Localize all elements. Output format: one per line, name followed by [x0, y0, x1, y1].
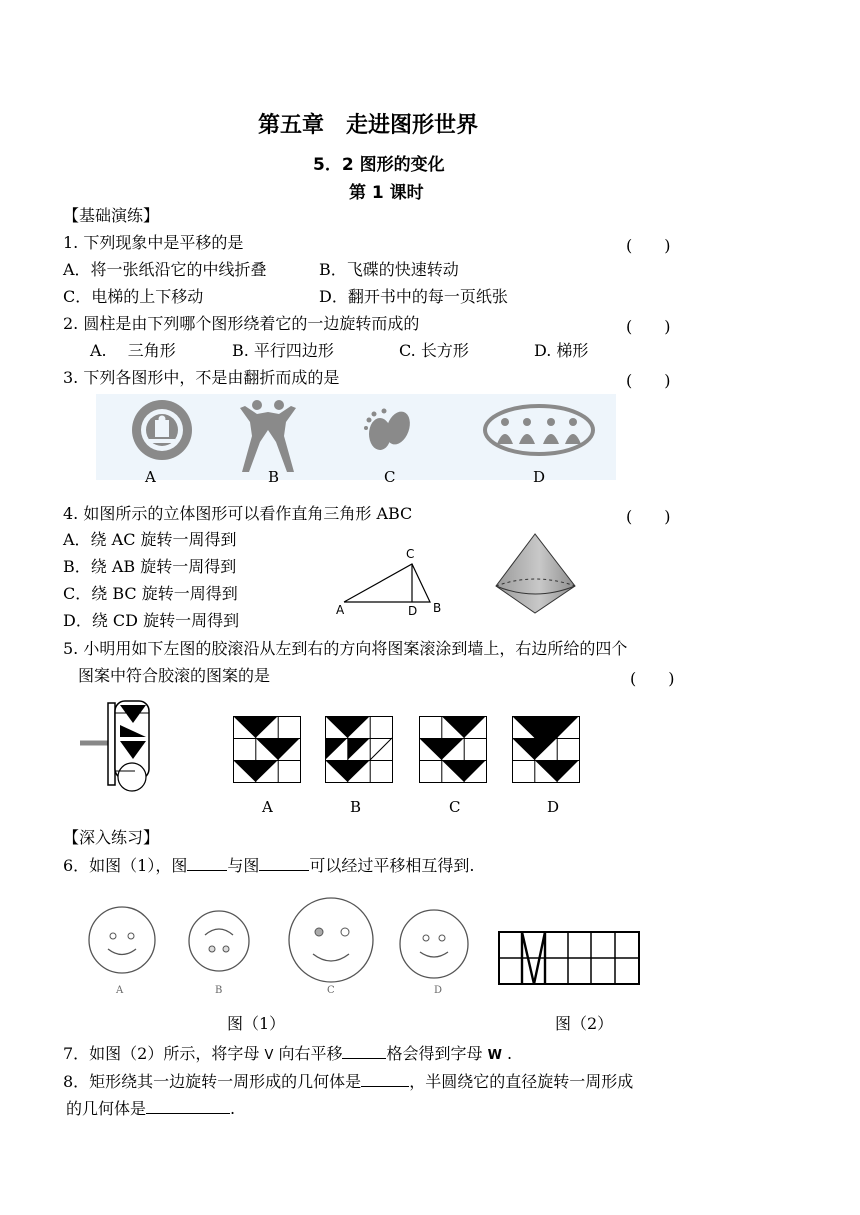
part-basic-heading: 【基础演练】: [63, 206, 160, 225]
q4-answer-paren[interactable]: ( ): [626, 507, 671, 526]
q7-letter-w: W: [487, 1048, 502, 1063]
q4-option-b: B．绕 AB 旋转一周得到: [63, 557, 237, 576]
q7-line: [63, 1044, 512, 1066]
part-advanced-heading: 【深入练习】: [63, 828, 160, 847]
q6-blank-1[interactable]: [187, 856, 227, 871]
q6-figure1-caption: 图（1）: [227, 1014, 286, 1033]
q1-stem: 1. 下列现象中是平移的是: [63, 233, 244, 252]
q8-blank-2[interactable]: [146, 1099, 230, 1114]
q1-option-d: D．翻开书中的每一页纸张: [319, 287, 508, 306]
q6-text-pre: 6．如图（1），图: [63, 856, 188, 875]
q5-label-c: C: [449, 798, 461, 816]
q5-label-d: D: [547, 798, 560, 816]
q2-option-b: B. 平行四边形: [232, 341, 334, 360]
q7-text-pre: 7．如图（2）所示，将字母: [63, 1044, 260, 1063]
q3-label-c: C: [384, 468, 396, 486]
q5-pattern-b: [325, 716, 395, 784]
q3-label-a: A: [145, 468, 156, 486]
q5-pattern-d: [512, 716, 582, 784]
q6-figure2-caption: 图（2）: [555, 1014, 614, 1033]
q4-double-cone: [494, 530, 580, 618]
q4-vertex-b: B: [433, 601, 442, 615]
q6-face-b: [189, 911, 249, 971]
q4-vertex-d: D: [408, 604, 418, 618]
q4-option-d: D．绕 CD 旋转一周得到: [63, 611, 240, 630]
q6-face-label-d: D: [434, 985, 443, 996]
q2-stem: 2. 圆柱是由下列哪个图形绕着它的一边旋转而成的: [63, 314, 420, 333]
q7-text-end: .: [507, 1044, 513, 1063]
q4-stem: 4. 如图所示的立体图形可以看作直角三角形 ABC: [63, 504, 413, 523]
q5-label-a: A: [262, 798, 273, 816]
q6-face-d: [400, 910, 468, 978]
q8-text-mid: ，半圆绕它的直径旋转一周形成: [409, 1072, 634, 1091]
q2-option-a: A. 三角形: [90, 341, 176, 360]
q7-text-post: 格会得到字母: [386, 1044, 483, 1063]
q6-blank-2[interactable]: [259, 856, 309, 871]
q8-line2: [66, 1099, 235, 1119]
lesson-title: 第 1 课时: [349, 183, 424, 203]
q6-face-a: [89, 907, 155, 973]
q6-face-c: [289, 898, 373, 982]
q4-option-c: C．绕 BC 旋转一周得到: [63, 584, 238, 603]
section-title: 5．2 图形的变化: [313, 155, 445, 175]
q2-answer-paren[interactable]: ( ): [626, 317, 671, 336]
q6-face-label-b: B: [215, 985, 223, 996]
q1-option-c: C．电梯的上下移动: [63, 287, 204, 306]
q1-option-b: B．飞碟的快速转动: [319, 260, 459, 279]
q4-option-a: A．绕 AC 旋转一周得到: [63, 530, 237, 549]
chapter-title: 第五章 走进图形世界: [258, 113, 479, 138]
q7-text-mid: 向右平移: [278, 1044, 343, 1063]
q7-letter-v: V: [264, 1048, 274, 1063]
q5-answer-paren[interactable]: ( ): [630, 669, 675, 688]
q4-vertex-a: A: [336, 603, 345, 617]
q8-text-end: .: [230, 1099, 236, 1118]
q6-line: [63, 856, 474, 876]
q5-stem-line1: 5. 小明用如下左图的胶滚沿从左到右的方向将图案滚涂到墙上，右边所给的四个: [63, 639, 628, 658]
q7-grid-figure: [497, 930, 643, 990]
q3-figure-a-emblem: [132, 400, 192, 460]
q7-blank[interactable]: [342, 1044, 386, 1059]
q1-answer-paren[interactable]: ( ): [626, 236, 671, 255]
q5-pattern-a: [233, 716, 303, 784]
q5-paint-roller: [80, 697, 160, 797]
q8-line1: [63, 1072, 633, 1092]
q2-option-c: C. 长方形: [399, 341, 469, 360]
q6-text-post: 可以经过平移相互得到.: [309, 856, 475, 875]
q5-pattern-c: [419, 716, 489, 784]
q4-triangle-figure: [330, 555, 450, 615]
q6-face-label-a: A: [116, 985, 124, 996]
q5-label-b: B: [350, 798, 362, 816]
q3-answer-paren[interactable]: ( ): [626, 371, 671, 390]
q6-face-label-c: C: [327, 985, 335, 996]
q3-stem: 3. 下列各图形中，不是由翻折而成的是: [63, 368, 340, 387]
q6-text-mid: 与图: [227, 856, 260, 875]
q8-blank-1[interactable]: [361, 1072, 409, 1087]
q8-text-pre: 8．矩形绕其一边旋转一周形成的几何体是: [63, 1072, 362, 1091]
q1-option-a: A．将一张纸沿它的中线折叠: [63, 260, 267, 279]
q2-option-d: D. 梯形: [534, 341, 589, 360]
q3-label-b: B: [268, 468, 280, 486]
q3-label-d: D: [533, 468, 546, 486]
q8-text-line2: 的几何体是: [66, 1099, 147, 1118]
q5-stem-line2: 图案中符合胶滚的图案的是: [78, 666, 271, 685]
q4-vertex-c: C: [406, 547, 415, 561]
